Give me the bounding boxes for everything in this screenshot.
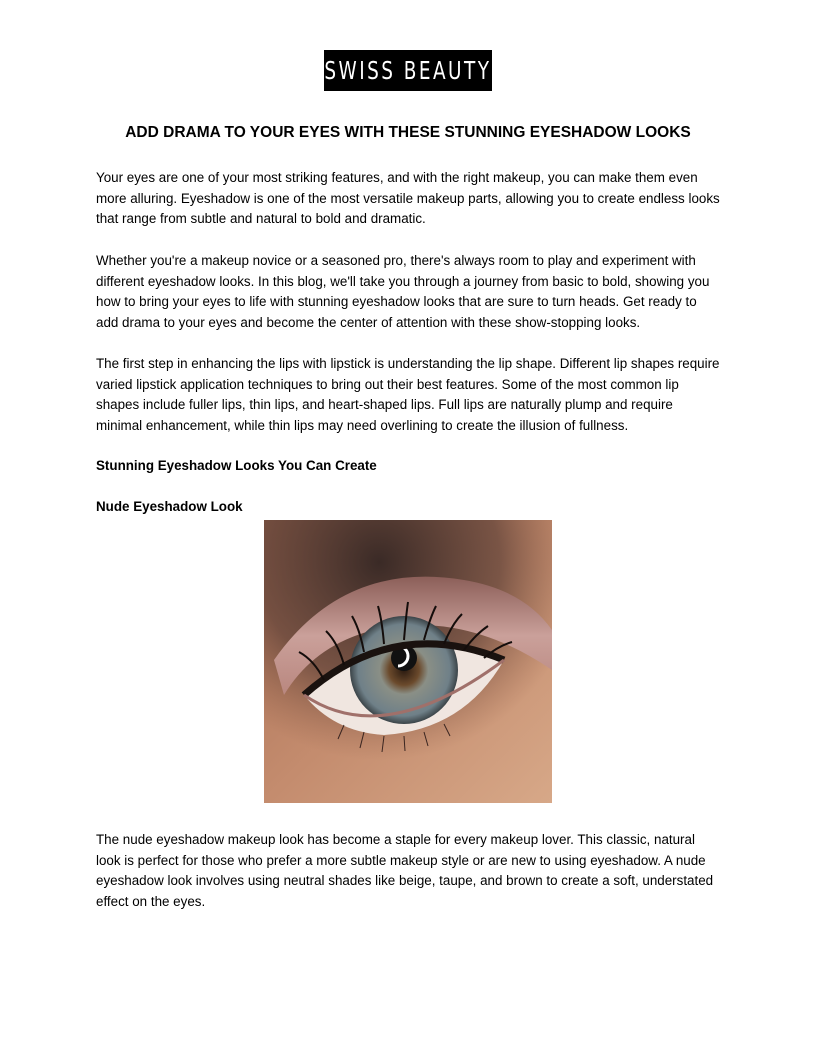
article-title: ADD DRAMA TO YOUR EYES WITH THESE STUNNING EYESHADOW LOOKS bbox=[125, 124, 691, 141]
nude-look-paragraph: The nude eyeshadow makeup look has become a staple for every makeup lover. This classic, natural look is perfect for those who prefer a more subtle makeup style or are new to using eyeshadow. A nude eyeshadow look involves using neutral shades like beige, taupe, and brown to create a soft, understated effect on the eyes. bbox=[96, 832, 714, 909]
brand-logo bbox=[324, 50, 492, 91]
intro-paragraph-2: Whether you're a makeup novice or a seasoned pro, there's always room to play and experiment with different eyeshadow looks. In this blog, we'll take you through a journey from basic to bold, showing you how to bring your eyes to life with stunning eyeshadow looks that are sure to turn heads. Get ready to add drama to your eyes and become the center of attention with these show-stopping looks. bbox=[96, 253, 710, 330]
brand-logo-text: SWISS BEAUTY bbox=[324, 56, 492, 85]
intro-paragraph-1: Your eyes are one of your most striking features, and with the right makeup, you can make them even more alluring. Eyeshadow is one of the most versatile makeup parts, allowing you to create endless looks that range from subtle and natural to bold and dramatic. bbox=[96, 170, 720, 227]
intro-paragraph-3: The first step in enhancing the lips with lipstick is understanding the lip shape. Different lip shapes require varied lipstick application techniques to bring out their best features. Some of the most common lip shapes include fuller lips, thin lips, and heart-shaped lips. Full lips are naturally plump and require minimal enhancement, while thin lips may need overlining to create the illusion of fullness. bbox=[96, 356, 720, 433]
nude-eyeshadow-photo bbox=[264, 520, 552, 803]
subsection-heading: Nude Eyeshadow Look bbox=[96, 499, 243, 514]
section-heading: Stunning Eyeshadow Looks You Can Create bbox=[96, 458, 377, 473]
